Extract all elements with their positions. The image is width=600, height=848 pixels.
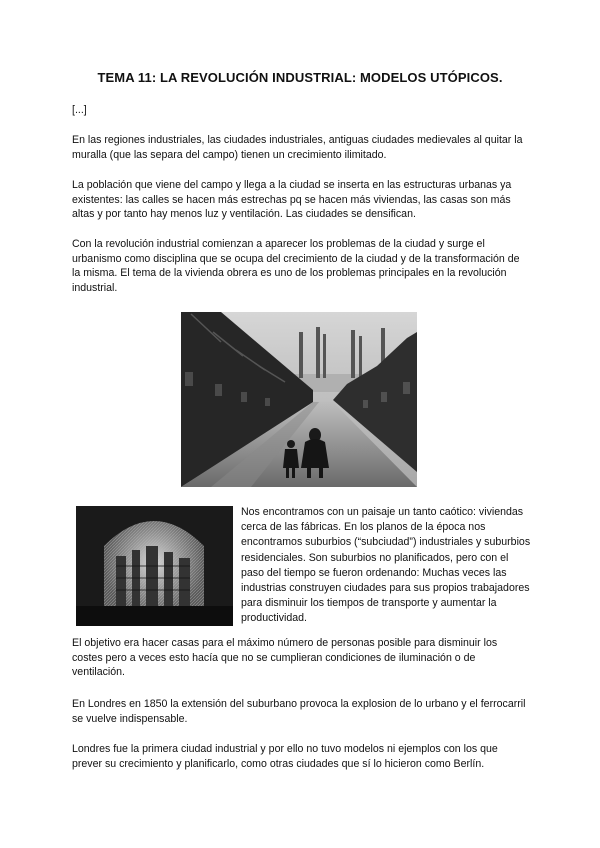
paragraph-6: En Londres en 1850 la extensión del suburbano provoca la explosion de lo urbano y el ferrocarril se vuelve indispensable.: [72, 698, 526, 725]
paragraph-side: Nos encontramos con un paisaje un tanto caótico: viviendas cerca de las fábricas. En los planos de la época nos encontramos suburbios (“subciudad”) industriales y suburbios residenciales. Son suburbios no planificados, pero con el paso del tiempo se fueron ordenando: Muchas veces las industrias construyen ciudades para sus propios trabajadores para disminuir los tiempos de transporte y aumentar la productividad.: [241, 506, 531, 625]
paragraph-1: En las regiones industriales, las ciudades industriales, antiguas ciudades medievales al quitar la muralla (que las separa del campo) tienen un crecimiento ilimitado.: [72, 134, 523, 161]
ellipsis-marker: [...]: [72, 104, 87, 116]
industrial-street-photo: [181, 312, 417, 487]
engraving-illustration: [76, 506, 233, 626]
paragraph-3: Con la revolución industrial comienzan a aparecer los problemas de la ciudad y surge el urbanismo como disciplina que se ocupa del crecimiento de la ciudad y de la transformación de la misma. El tema de la vivienda obrera es uno de los problemas principales en la revolución industrial.: [72, 238, 520, 294]
page-title: TEMA 11: LA REVOLUCIÓN INDUSTRIAL: MODELOS UTÓPICOS.: [97, 70, 503, 85]
paragraph-5: El objetivo era hacer casas para el máximo número de personas posible para disminuir los costes pero a veces esto hacía que no se cumplieran condiciones de iluminación o de ventilación.: [72, 637, 498, 678]
paragraph-2: La población que viene del campo y llega a la ciudad se inserta en las estructuras urbanas ya existentes: las calles se hacen más estrechas pq se hacen más viviendas, las casas son más altas y por tanto hay menos luz y ventilación. Las ciudades se densifican.: [72, 179, 512, 220]
paragraph-7: Londres fue la primera ciudad industrial y por ello no tuvo modelos ni ejemplos con los que prever su crecimiento y planificarlo, como otras ciudades que sí lo hicieron como Berlín.: [72, 743, 498, 770]
